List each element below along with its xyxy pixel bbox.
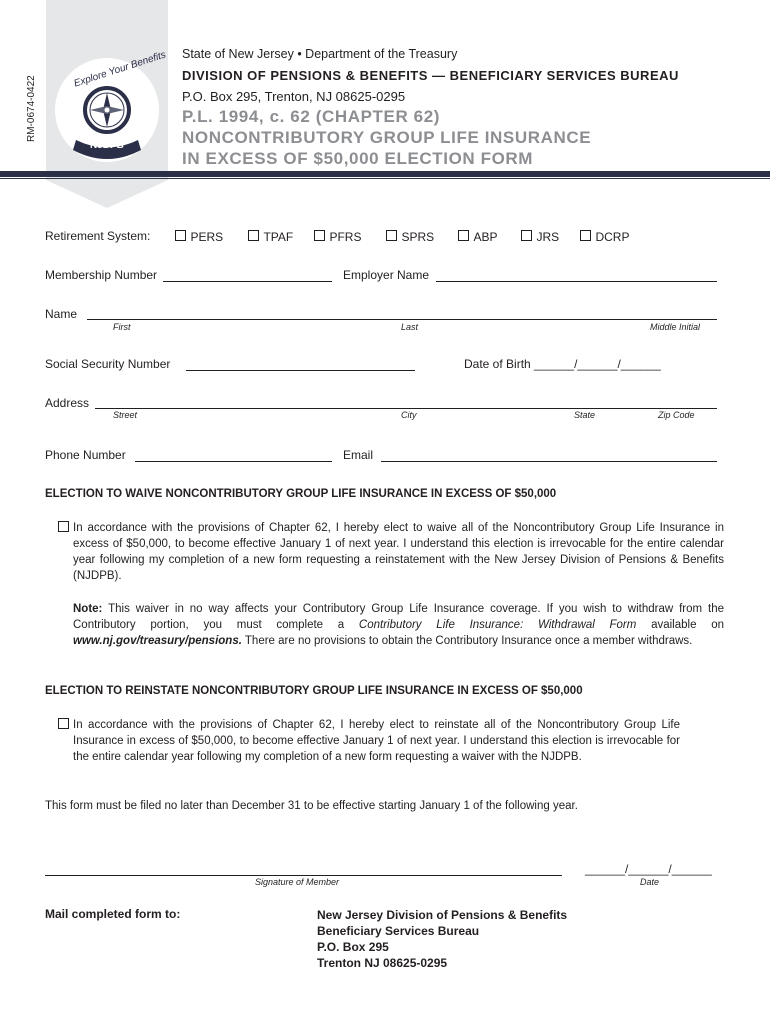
option-abp[interactable]: ABP (458, 228, 497, 246)
logo-badge: NJDPB (90, 140, 124, 151)
dob-field[interactable]: Date of Birth ______/______/______ (464, 357, 661, 371)
waive-section-title: ELECTION TO WAIVE NONCONTRIBUTORY GROUP LIFE INSURANCE IN EXCESS OF $50,000 (45, 488, 557, 500)
address-zip-caption: Zip Code (658, 410, 695, 420)
employer-name-label: Employer Name (343, 268, 430, 282)
pensions-website-link[interactable]: www.nj.gov/treasury/pensions. (73, 635, 242, 647)
employer-name-field[interactable] (436, 281, 717, 282)
header-division: DIVISION OF PENSIONS & BENEFITS — BENEFICIARY SERVICES BUREAU (182, 68, 679, 83)
address-street-caption: Street (113, 410, 138, 420)
withdrawal-form-name: Contributory Life Insurance: Withdrawal Form (358, 619, 637, 631)
form-title-line3: IN EXCESS OF $50,000 ELECTION FORM (182, 149, 534, 168)
header-rule-thin (0, 178, 770, 179)
checkbox[interactable] (386, 230, 397, 241)
checkbox[interactable] (521, 230, 532, 241)
checkbox[interactable] (458, 230, 469, 241)
reinstate-section-title: ELECTION TO REINSTATE NONCONTRIBUTORY GROUP LIFE INSURANCE IN EXCESS OF $50,000 (45, 685, 583, 697)
option-sprs[interactable]: SPRS (386, 228, 434, 246)
option-pers[interactable]: PERS (175, 228, 223, 246)
address-label: Address (45, 396, 90, 410)
email-field[interactable] (381, 461, 717, 462)
reinstate-statement: In accordance with the provisions of Chapter 62, I hereby elect to reinstate all of the Noncontributory Group Life Insurance in excess of $50,000, to become effective January 1 of next year. I understand this election is irrevocable for the entire calendar year following my completion of a new form requesting a waiver with the NJDPB. (73, 719, 680, 763)
membership-number-label: Membership Number (45, 268, 158, 282)
mail-address-line: New Jersey Division of Pensions & Benefits (317, 908, 568, 922)
name-first-caption: First (113, 322, 131, 332)
option-tpaf[interactable]: TPAF (248, 228, 293, 246)
reinstate-checkbox[interactable] (58, 718, 69, 729)
mail-address-line: Beneficiary Services Bureau (317, 924, 480, 938)
membership-number-field[interactable] (163, 281, 332, 282)
ssn-label: Social Security Number (45, 357, 171, 371)
checkbox[interactable] (248, 230, 259, 241)
option-dcrp[interactable]: DCRP (580, 228, 629, 246)
retirement-system-label: Retirement System: (45, 229, 151, 243)
address-field[interactable] (95, 408, 717, 409)
mail-to-label: Mail completed form to: (45, 907, 181, 921)
compass-icon (85, 88, 129, 132)
header-rule (0, 171, 770, 177)
form-title-line2: NONCONTRIBUTORY GROUP LIFE INSURANCE (182, 128, 592, 147)
name-label: Name (45, 307, 78, 321)
email-label: Email (343, 448, 374, 462)
phone-field[interactable] (135, 461, 332, 462)
mail-address-line: Trenton NJ 08625-0295 (317, 956, 448, 970)
form-code: RM-0674-0422 (26, 75, 37, 142)
name-middle-caption: Middle Initial (650, 322, 701, 332)
filing-deadline-note: This form must be filed no later than December 31 to be effective starting January 1 of the following year. (45, 800, 578, 812)
date-caption: Date (640, 877, 660, 887)
mail-address-line: P.O. Box 295 (317, 940, 389, 954)
waive-note: Note: This waiver in no way affects your Contributory Group Life Insurance coverage. If you wish to withdraw from the Contributory portion, you must complete a Contributory Life Insurance: Withdrawal Form available on www.nj.gov/treasury/pensions. There are no provisions to obtain the Contributory Insurance once a member withdraws. (73, 603, 724, 647)
waive-checkbox[interactable] (58, 521, 69, 532)
name-last-caption: Last (401, 322, 419, 332)
ssn-field[interactable] (186, 370, 415, 371)
checkbox[interactable] (175, 230, 186, 241)
form-title-line1: P.L. 1994, c. 62 (CHAPTER 62) (182, 107, 441, 126)
address-city-caption: City (401, 410, 417, 420)
signature-caption: Signature of Member (255, 877, 340, 887)
waive-statement: In accordance with the provisions of Chapter 62, I hereby elect to waive all of the Noncontributory Group Life Insurance in excess of $50,000, to become effective January 1 of next year. I understand this election is irrevocable for the entire calendar year following my completion of a new form requesting a reinstatement with the New Jersey Division of Pensions & Benefits (NJDPB). (73, 522, 724, 582)
option-jrs[interactable]: JRS (521, 228, 559, 246)
checkbox[interactable] (580, 230, 591, 241)
header-agency: State of New Jersey • Department of the Treasury (182, 47, 458, 61)
signature-field[interactable] (45, 875, 562, 876)
signature-date-field[interactable]: ______/______/______ (585, 862, 712, 876)
option-pfrs[interactable]: PFRS (314, 228, 361, 246)
logo-arc-text: Explore Your Benefits (72, 49, 168, 90)
name-field[interactable] (87, 319, 717, 320)
address-state-caption: State (574, 410, 596, 420)
mail-address (317, 907, 567, 971)
phone-label: Phone Number (45, 448, 126, 462)
checkbox[interactable] (314, 230, 325, 241)
header-address: P.O. Box 295, Trenton, NJ 08625-0295 (182, 89, 406, 104)
